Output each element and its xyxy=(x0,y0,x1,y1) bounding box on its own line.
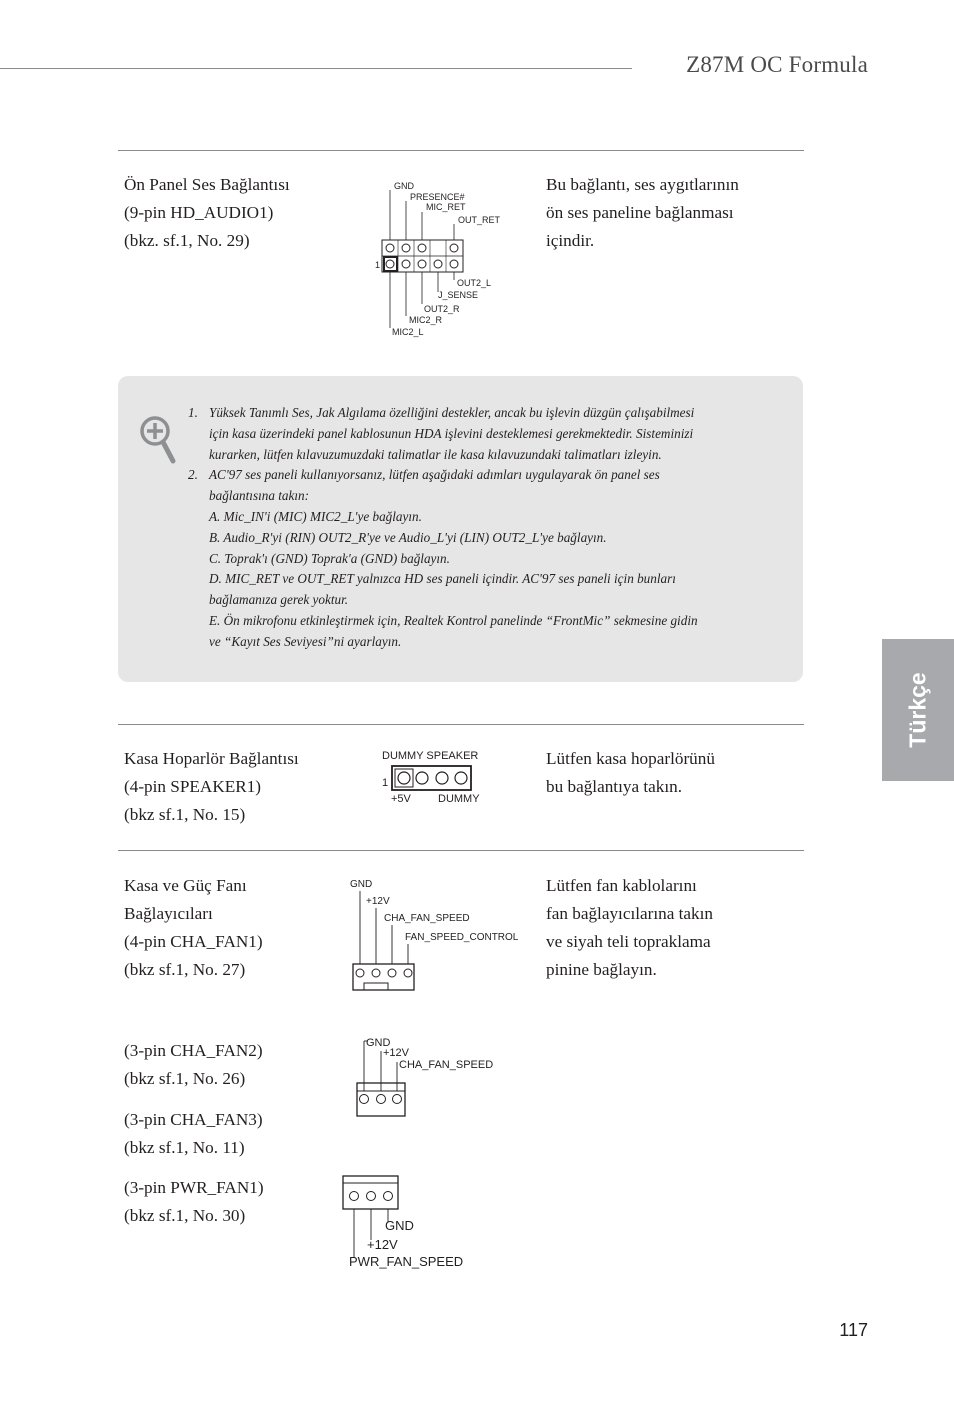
fans-description xyxy=(124,872,263,984)
magnifier-plus-icon xyxy=(138,412,180,464)
speaker-bottom-left-label: +5V xyxy=(391,793,411,805)
note-item-2 xyxy=(188,465,768,507)
header-rule xyxy=(0,68,632,69)
note-line: için kasa üzerindeki panel kablosunun HDA işlevini desteklemesi gerekmektedir. Sisteminizi xyxy=(209,425,694,441)
note-item-1 xyxy=(188,403,768,465)
pin-label: +12V xyxy=(366,896,390,907)
note-subitem: D. MIC_RET ve OUT_RET yalnızca HD ses paneli içindir. AC'97 ses paneli için bunları xyxy=(209,571,676,587)
speaker-note-line: Lütfen kasa hoparlörünü xyxy=(546,749,715,768)
pin-label: CHA_FAN_SPEED xyxy=(399,1059,494,1071)
note-subitem: C. Toprak'ı (GND) Toprak'a (GND) bağlayın. xyxy=(209,550,450,566)
pin1-label: 1 xyxy=(382,777,389,789)
pin-label: GND xyxy=(385,1218,414,1233)
speaker-pin-diagram xyxy=(378,746,498,808)
note-subitem: B. Audio_R'yi (RIN) OUT2_R'ye ve Audio_L'yi (LIN) OUT2_L'ye bağlayın. xyxy=(209,529,607,545)
note-subitem: A. Mic_IN'i (MIC) MIC2_L'ye bağlayın. xyxy=(209,508,422,524)
pin-label: J_SENSE xyxy=(438,290,479,300)
fans-note-line: Lütfen fan kablolarını xyxy=(546,876,697,895)
pin-label: +12V xyxy=(383,1047,409,1059)
speaker-note xyxy=(546,745,715,801)
note-line: Yüksek Tanımlı Ses, Jak Algılama özelliğini destekler, ancak bu işlevin düzgün çalışabilmesi xyxy=(209,405,695,420)
cha-fan1-header-body xyxy=(353,964,414,990)
pin-label: PWR_FAN_SPEED xyxy=(349,1254,464,1269)
section-divider xyxy=(118,724,804,725)
speaker-description xyxy=(124,745,299,829)
pin-label: MIC2_L xyxy=(392,327,424,337)
pin-label: OUT_RET xyxy=(458,215,501,225)
speaker-top-label: DUMMY SPEAKER xyxy=(382,750,479,762)
cha-fan3-desc-line: (3-pin CHA_FAN3) xyxy=(124,1110,263,1129)
hd-audio-desc-line: (bkz. sf.1, No. 29) xyxy=(124,231,250,250)
section-divider xyxy=(118,150,804,151)
page-title: Z87M OC Formula xyxy=(686,52,868,77)
speaker-desc-line: (4-pin SPEAKER1) xyxy=(124,777,262,796)
language-tab xyxy=(882,639,954,781)
pin-label: GND xyxy=(350,879,373,890)
pin-label: +12V xyxy=(367,1237,398,1252)
hd-audio-pin-diagram xyxy=(370,176,520,342)
speaker-desc-line: Kasa Hoparlör Bağlantısı xyxy=(124,749,299,768)
speaker-bottom-right-label: DUMMY xyxy=(438,793,480,805)
hd-audio-desc-line: Ön Panel Ses Bağlantısı xyxy=(124,175,290,194)
fans-desc-line: (4-pin CHA_FAN1) xyxy=(124,932,263,951)
pin-label: OUT2_R xyxy=(424,304,460,314)
fans-note-line: ve siyah teli topraklama xyxy=(546,932,711,951)
cha-fan3-desc-line: (bkz sf.1, No. 11) xyxy=(124,1138,245,1157)
pin-label: GND xyxy=(394,181,414,191)
speaker-note-line: bu bağlantıya takın. xyxy=(546,777,683,796)
pin-label: CHA_FAN_SPEED xyxy=(384,913,470,924)
fans-note-line: fan bağlayıcılarına takın xyxy=(546,904,714,923)
hd-audio-note-line: Bu bağlantı, ses aygıtlarının xyxy=(546,175,739,194)
pwr-fan1-desc-line: (3-pin PWR_FAN1) xyxy=(124,1178,264,1197)
pin-label: MIC2_R xyxy=(409,315,443,325)
pin-label: MIC_RET xyxy=(426,202,466,212)
note-line: bağlantısına takın: xyxy=(209,488,310,504)
cha-fan1-pin-diagram xyxy=(346,876,530,994)
note-list xyxy=(188,403,768,653)
pwr-fan1-pin-diagram xyxy=(338,1172,478,1272)
cha-fan2-pin-diagram xyxy=(350,1035,500,1121)
pin1-label: 1 xyxy=(375,260,381,270)
fans-desc-line: Bağlayıcıları xyxy=(124,904,213,923)
fans-desc-line: (bkz sf.1, No. 27) xyxy=(124,960,246,979)
pwr-fan1-desc-line: (bkz sf.1, No. 30) xyxy=(124,1206,246,1225)
note-line: kurarken, lütfen kılavuzumuzdaki talimatlar ile kasa kılavuzundaki talimatları izleyin. xyxy=(209,446,662,462)
pin-label: PRESENCE# xyxy=(410,192,465,202)
cha-fan2-description xyxy=(124,1037,263,1093)
page-number: 117 xyxy=(839,1320,868,1340)
language-tab-label: Türkçe xyxy=(904,672,931,748)
note-subitem: bağlamanıza gerek yoktur. xyxy=(209,592,349,608)
speaker-desc-line: (bkz sf.1, No. 15) xyxy=(124,805,246,824)
pwr-fan1-description xyxy=(124,1174,264,1230)
note-number: 2. xyxy=(188,467,198,483)
hd-audio-desc-line: (9-pin HD_AUDIO1) xyxy=(124,203,274,222)
fans-note xyxy=(546,872,713,984)
pin-label: FAN_SPEED_CONTROL xyxy=(405,932,519,943)
cha-fan2-desc-line: (bkz sf.1, No. 26) xyxy=(124,1069,246,1088)
hd-audio-note-line: içindir. xyxy=(546,231,595,250)
note-subitem: ve “Kayıt Ses Seviyesi”ni ayarlayın. xyxy=(209,633,402,649)
speaker-header-body xyxy=(392,766,471,790)
hd-audio-note xyxy=(546,171,739,255)
section-divider xyxy=(118,850,804,851)
pin-label: OUT2_L xyxy=(457,278,492,288)
cha-fan2-desc-line: (3-pin CHA_FAN2) xyxy=(124,1041,263,1060)
pin-label: GND xyxy=(366,1037,391,1049)
cha-fan3-description xyxy=(124,1106,263,1162)
note-line: AC'97 ses paneli kullanıyorsanız, lütfen aşağıdaki adımları uygulayarak ön panel ses xyxy=(209,467,660,483)
note-subitems xyxy=(188,507,768,653)
note-number: 1. xyxy=(188,405,198,420)
note-subitem: E. Ön mikrofonu etkinleştirmek için, Realtek Kontrol panelinde “FrontMic” sekmesine gidin xyxy=(209,612,698,628)
fans-desc-line: Kasa ve Güç Fanı xyxy=(124,876,247,895)
fans-note-line: pinine bağlayın. xyxy=(546,960,657,979)
hd-audio-note-line: ön ses paneline bağlanması xyxy=(546,203,734,222)
hd-audio-description xyxy=(124,171,290,255)
